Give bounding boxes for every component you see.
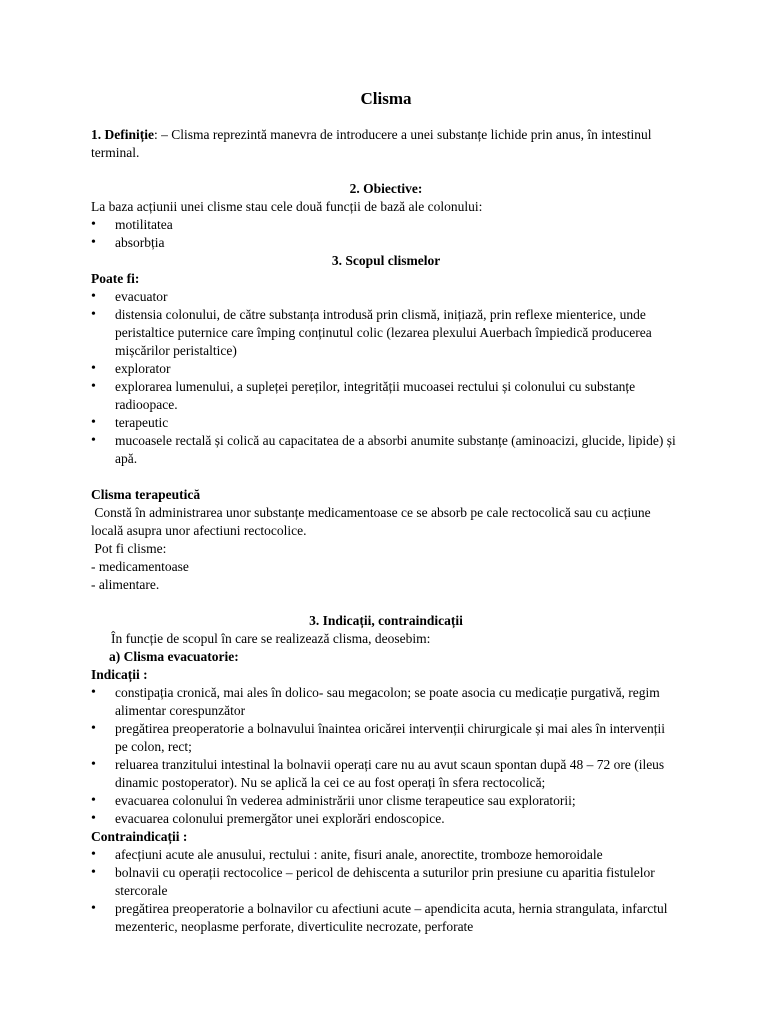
pot-fi-clisme: Pot fi clisme:	[91, 541, 167, 556]
list-item: • afecțiuni acute ale anusului, rectului : anite, fisuri anale, anorectite, tromboze hemoroidale	[91, 846, 681, 864]
list-item: • constipația cronică, mai ales în dolico- sau megacolon; se poate asocia cu medicație purgativă, regim alimentar corespunzător	[91, 684, 681, 720]
list-item: • pregătirea preoperatorie a bolnavului înaintea oricărei intervenții chirurgicale și mai ales în intervenții pe colon, rect;	[91, 720, 681, 756]
list-item: • explorator	[91, 360, 681, 378]
poate-fi-label: Poate fi:	[91, 271, 140, 286]
document-title: Clisma	[360, 89, 412, 108]
list-item: • evacuarea colonului în vederea administrării unor clisme terapeutice sau exploratorii;	[91, 792, 681, 810]
definitie-text: : – Clisma reprezintă manevra de introducere a unei substanțe lichide prin anus, în intestinul terminal.	[91, 127, 652, 160]
indicatii-label: Indicații :	[91, 667, 148, 682]
indicatii-intro: În funcție de scopul în care se realizează clisma, deosebim:	[111, 631, 431, 646]
clisma-evacuatorie-heading: a) Clisma evacuatorie:	[109, 649, 239, 664]
list-item: • evacuator	[91, 288, 681, 306]
contraindicatii-list	[91, 846, 681, 936]
clisma-tip-item: - medicamentoase	[91, 559, 189, 574]
indicatii-heading: 3. Indicații, contraindicații	[309, 613, 463, 628]
list-item: • terapeutic	[91, 414, 681, 432]
document-body	[91, 88, 681, 936]
list-item: • explorarea lumenului, a supleței pereților, integrității mucoasei rectului și colonului cu substanțe radioopace.	[91, 378, 681, 414]
list-item: • evacuarea colonului premergător unei explorări endoscopice.	[91, 810, 681, 828]
scopul-heading: 3. Scopul clismelor	[331, 253, 441, 268]
obiective-list	[91, 216, 681, 252]
obiective-heading: 2. Obiective:	[349, 181, 423, 196]
section-definitie	[91, 126, 681, 162]
list-item: • distensia colonului, de către substanța introdusă prin clismă, inițiază, prin reflexe mienterice, unde peristaltice puternice care împing conținutul colic (lezarea plexului Auerbach împiedică producerea mișcărilor peristaltice)	[91, 306, 681, 360]
list-item: • pregătirea preoperatorie a bolnavilor cu afectiuni acute – apendicita acuta, hernia strangulata, infarctul mezenteric, neoplasme perforate, diverticulite necrozate, perforate	[91, 900, 681, 936]
list-item: • absorbția	[91, 234, 681, 252]
definitie-label: 1. Definiție	[91, 127, 154, 142]
obiective-intro: La baza acțiunii unei clisme stau cele două funcții de bază ale colonului:	[91, 199, 483, 214]
clisma-terapeutica-heading: Clisma terapeutică	[91, 487, 201, 502]
list-item: • motilitatea	[91, 216, 681, 234]
list-item: • bolnavii cu operații rectocolice – pericol de dehiscenta a suturilor prin presiune cu aparitia fistulelor stercorale	[91, 864, 681, 900]
list-item: • mucoasele rectală și colică au capacitatea de a absorbi anumite substanțe (aminoacizi, glucide, lipide) și apă.	[91, 432, 681, 468]
clisma-tip-item: - alimentare.	[91, 577, 160, 592]
scopul-list	[91, 288, 681, 468]
indicatii-list	[91, 684, 681, 828]
clisma-terapeutica-text: Constă în administrarea unor substanțe medicamentoase ce se absorb pe cale rectocolică sau cu acțiune locală asupra unor afectiuni rectocolice.	[91, 505, 655, 538]
contraindicatii-label: Contraindicații :	[91, 829, 188, 844]
list-item: • reluarea tranzitului intestinal la bolnavii operați care nu au avut scaun spontan după 48 – 72 ore (ileus dinamic postoperator). Nu se aplică la cei ce au fost operați în sfera rectocolică;	[91, 756, 681, 792]
